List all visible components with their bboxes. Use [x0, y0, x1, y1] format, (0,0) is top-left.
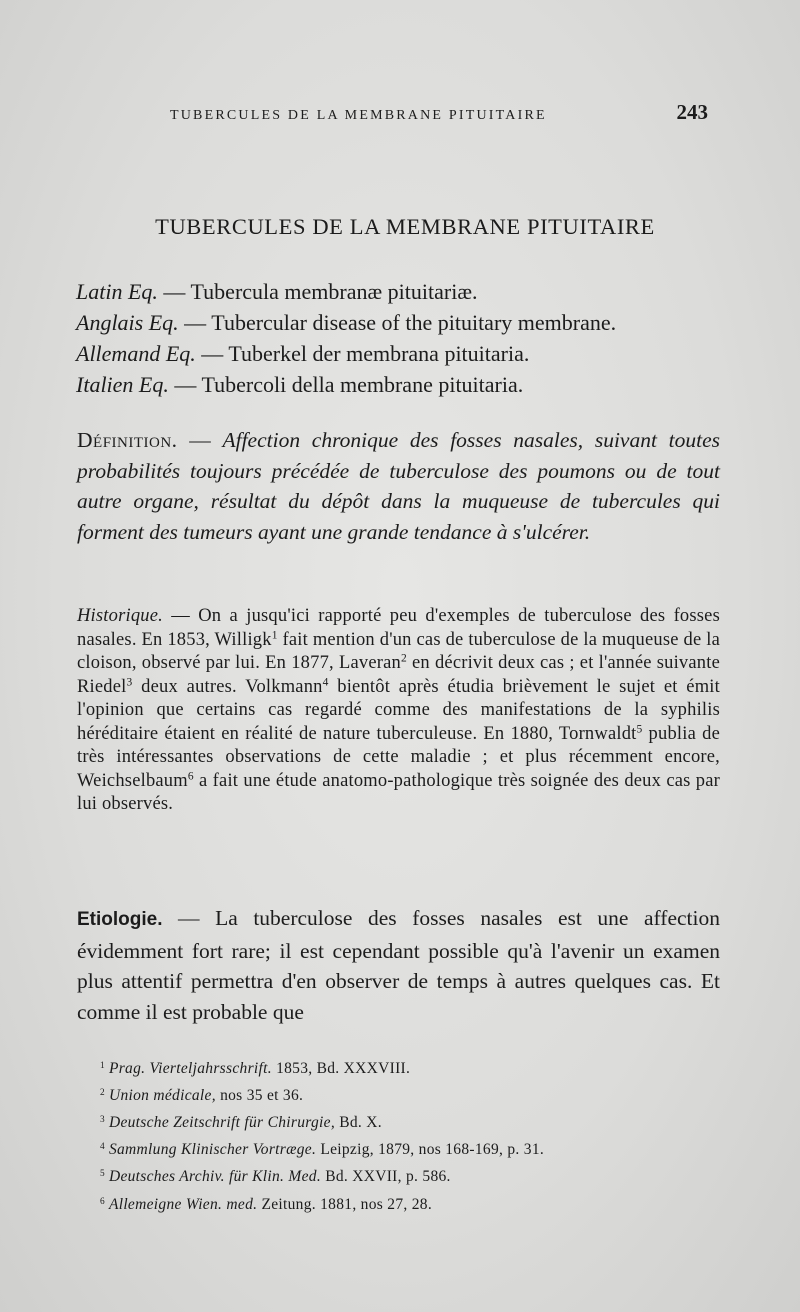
definition-paragraph: Définition. — Affection chronique des fosses nasales, suivant toutes probabilités toujours précédée de tuberculose des poumons ou de tout autre organe, résultat du dépôt dans la muqueuse de tubercules qui forment des tumeurs ayant une grande tendance à s'ulcérer.: [77, 428, 721, 544]
etiologie-text: — La tuberculose des fosses nasales est une affection évidemment fort rare; il est cependant possible qu'à l'avenir un examen plus attentif permettra d'en observer de temps à autres quelques cas. Et comme il est probable que: [77, 906, 720, 1024]
definition-label: Définition.: [77, 428, 178, 452]
footnote-1: $^1$ Prag. Vierteljahrsschrift. 1853, Bd. XXXVIII.: [100, 1060, 411, 1078]
footnote-6: $^6$ Allemeigne Wien. med. Zeitung. 1881, nos 27, 28.: [100, 1195, 433, 1213]
running-head: [170, 100, 708, 125]
footnote-ref: 5: [636, 723, 643, 736]
footnote-ref: 4: [322, 676, 329, 689]
footnote-ref: 2: [400, 652, 407, 665]
equivalent-latin: Latin Eq. — Tubercula membranæ pituitariæ.: [76, 279, 478, 304]
chapter-title: TUBERCULES DE LA MEMBRANE PITUITAIRE: [155, 214, 655, 239]
footnote-3: $^3$ Deutsche Zeitschrift für Chirurgie, Bd. X.: [100, 1114, 382, 1132]
footnote-ref: 6: [187, 770, 194, 783]
equivalent-german: Allemand Eq. — Tuberkel der membrana pituitaria.: [76, 341, 530, 366]
footnote-4: $^4$ Sammlung Klinischer Vortræge. Leipzig, 1879, nos 168-169, p. 31.: [100, 1141, 545, 1159]
etiologie-label: Etiologie.: [77, 909, 163, 930]
historique-paragraph: Historique. — On a jusqu'ici rapporté peu d'exemples de tuberculose des fosses nasales. En 1853, Willigk$^1$ fait mention d'un cas de tuberculose de la muqueuse de la cloison, observé par lui. En 1877, Laveran$^2$ en décrivit deux cas ; et l'année suivante Riedel$^3$ deux autres. Volkmann$^4$ bientôt après étudia brièvement le sujet et émit l'opinion que certains cas regardé comme des manifestations de la syphilis héréditaire étaient en réalité de nature tuberculeuse. En 1880, Tornwaldt$^5$ publia de très intéressantes observations de cette maladie ; et plus récemment encore, Weichselbaum$^6$ a fait une étude anatomo-pathologique très soignée des deux cas par lui observés.: [77, 606, 721, 814]
footnote-2: $^2$ Union médicale, nos 35 et 36.: [100, 1087, 304, 1105]
equivalent-italian: Italien Eq. — Tubercoli della membrane pituitaria.: [76, 372, 524, 397]
running-head-title: TUBERCULES DE LA MEMBRANE PITUITAIRE: [170, 108, 547, 123]
historique-label: Historique.: [77, 606, 163, 626]
footnote-ref: 1: [271, 629, 278, 642]
etiologie-paragraph: [77, 903, 720, 1027]
page-number: 243: [676, 100, 708, 124]
equivalents-list: [76, 276, 756, 400]
equivalent-english: Anglais Eq. — Tubercular disease of the pituitary membrane.: [76, 310, 617, 335]
footnote-5: $^5$ Deutsches Archiv. für Klin. Med. Bd. XXVII, p. 586.: [100, 1168, 451, 1186]
footnotes: [100, 1054, 740, 1217]
footnote-ref: 3: [126, 676, 133, 689]
definition-text: Affection chronique des fosses nasales, suivant toutes probabilités toujours précédée de tuberculose des poumons ou de tout autre organe, résultat du dépôt dans la muqueuse de tubercules qui forment des tumeurs ayant une grande tendance à s'ulcérer.: [77, 428, 721, 544]
